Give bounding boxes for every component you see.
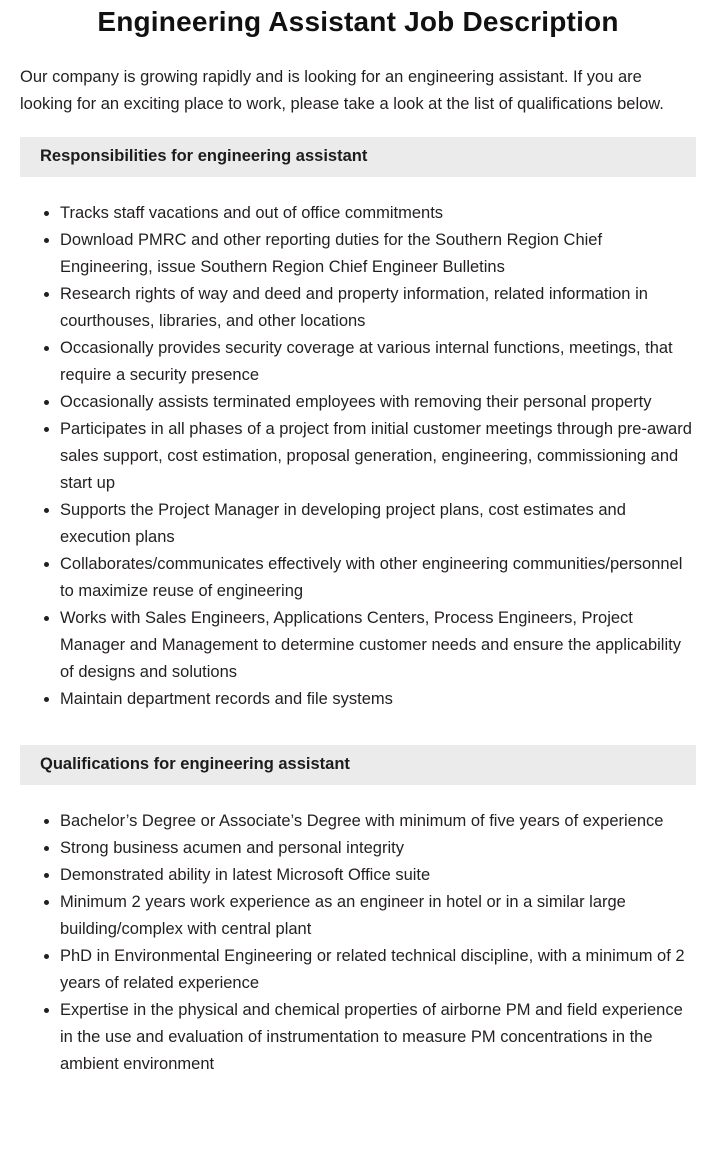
intro-paragraph: Our company is growing rapidly and is looking for an engineering assistant. If you are looking for an exciting place to work, please take a look at the list of qualifications below. xyxy=(20,68,664,113)
qualifications-section-heading: Qualifications for engineering assistant xyxy=(20,745,696,785)
section-responsibilities xyxy=(20,137,696,713)
list-item: Research rights of way and deed and property information, related information in courthouses, libraries, and other locations xyxy=(60,281,696,335)
list-item: Strong business acumen and personal integrity xyxy=(60,835,696,862)
list-item: Expertise in the physical and chemical properties of airborne PM and field experience in the use and evaluation of instrumentation to measure PM concentrations in the ambient environment xyxy=(60,997,696,1078)
list-item: Supports the Project Manager in developing project plans, cost estimates and execution plans xyxy=(60,497,696,551)
list-item: Minimum 2 years work experience as an engineer in hotel or in a similar large building/complex with central plant xyxy=(60,889,696,943)
responsibilities-list xyxy=(20,200,696,713)
list-item: Occasionally provides security coverage at various internal functions, meetings, that require a security presence xyxy=(60,335,696,389)
list-item: Collaborates/communicates effectively with other engineering communities/personnel to maximize reuse of engineering xyxy=(60,551,696,605)
section-qualifications xyxy=(20,745,696,1078)
list-item: Bachelor’s Degree or Associate’s Degree with minimum of five years of experience xyxy=(60,808,696,835)
list-item: Tracks staff vacations and out of office commitments xyxy=(60,200,696,227)
list-item: Works with Sales Engineers, Applications Centers, Process Engineers, Project Manager and Management to determine customer needs and ensure the applicability of designs and solutions xyxy=(60,605,696,686)
list-item: Demonstrated ability in latest Microsoft Office suite xyxy=(60,862,696,889)
qualifications-list xyxy=(20,808,696,1078)
list-item: PhD in Environmental Engineering or related technical discipline, with a minimum of 2 years of related experience xyxy=(60,943,696,997)
list-item: Occasionally assists terminated employees with removing their personal property xyxy=(60,389,696,416)
list-item: Download PMRC and other reporting duties for the Southern Region Chief Engineering, issue Southern Region Chief Engineer Bulletins xyxy=(60,227,696,281)
page-title: Engineering Assistant Job Description xyxy=(97,6,619,37)
responsibilities-section-heading: Responsibilities for engineering assistant xyxy=(20,137,696,177)
list-item: Maintain department records and file systems xyxy=(60,686,696,713)
list-item: Participates in all phases of a project from initial customer meetings through pre-award sales support, cost estimation, proposal generation, engineering, commissioning and start up xyxy=(60,416,696,497)
